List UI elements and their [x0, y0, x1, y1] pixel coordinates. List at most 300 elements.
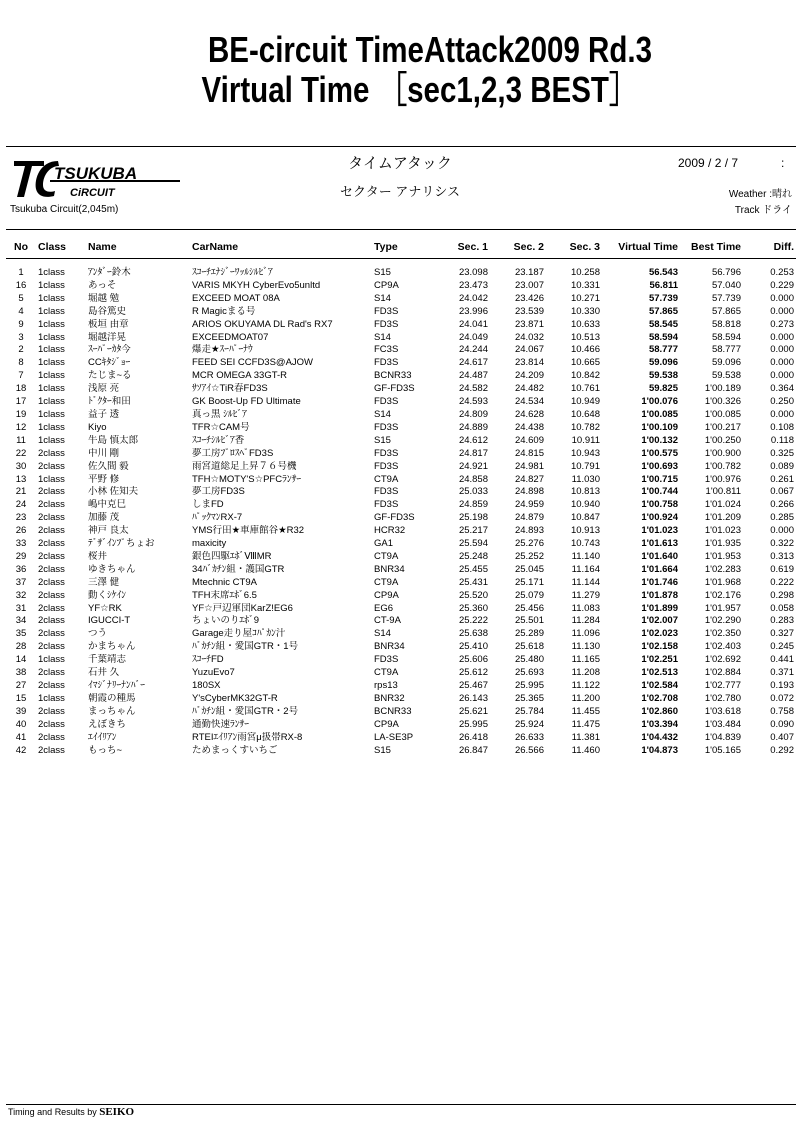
- cell-virtual-time: 1'01.613: [641, 538, 678, 550]
- cell-best-time: 1'03.484: [704, 718, 741, 730]
- cell-virtual-time: 56.811: [649, 279, 678, 291]
- cell-type: FD3S: [374, 486, 399, 498]
- cell-class: 2class: [38, 576, 65, 588]
- cell-sec3: 11.460: [571, 744, 600, 756]
- cell-carname: Garage走り屋ｺﾊﾟｶﾝ汁: [192, 628, 286, 640]
- table-row: [6, 370, 796, 383]
- table-row: [6, 577, 796, 590]
- cell-diff: 0.090: [770, 718, 794, 730]
- cell-virtual-time: 1'00.715: [641, 473, 678, 485]
- cell-name: 神戸 良太: [88, 525, 129, 537]
- event-date: 2009 / 2 / 7: [678, 156, 739, 170]
- cell-name: 嶋中克巳: [88, 499, 127, 511]
- cell-no: 38: [15, 667, 27, 679]
- logo-text: TSUKUBA: [54, 164, 138, 183]
- table-row: [6, 603, 796, 616]
- table-row: [6, 667, 796, 680]
- cell-name: 中川 剛: [88, 447, 120, 459]
- cell-virtual-time: 59.096: [648, 357, 678, 369]
- cell-class: 2class: [38, 615, 65, 627]
- cell-sec3: 11.144: [571, 576, 600, 588]
- cell-no: 15: [15, 692, 27, 704]
- table-row: [6, 719, 796, 732]
- cell-virtual-time: 1'00.132: [641, 434, 678, 446]
- cell-name: IGUCCI-T: [88, 615, 131, 627]
- cell-type: FD3S: [374, 447, 399, 459]
- cell-sec2: 25.289: [514, 628, 544, 640]
- cell-virtual-time: 1'02.007: [641, 615, 678, 627]
- cell-class: 1class: [38, 318, 65, 330]
- cell-sec1: 25.198: [458, 512, 488, 524]
- cell-sec2: 24.482: [514, 383, 544, 395]
- cell-diff: 0.261: [770, 473, 794, 485]
- cell-type: BNR34: [374, 563, 405, 575]
- footer-rule: [6, 1104, 796, 1105]
- cell-sec2: 25.693: [514, 667, 544, 679]
- cell-type: GA1: [374, 538, 394, 550]
- cell-virtual-time: 1'02.251: [641, 654, 678, 666]
- table-row: [6, 680, 796, 693]
- cell-sec3: 11.381: [571, 731, 600, 743]
- cell-sec3: 10.847: [570, 512, 600, 524]
- cell-sec1: 25.520: [458, 589, 488, 601]
- cell-best-time: 1'01.209: [704, 512, 741, 524]
- cell-sec1: 25.360: [458, 602, 488, 614]
- cell-sec1: 24.617: [458, 357, 488, 369]
- cell-virtual-time: 1'01.746: [641, 576, 678, 588]
- cell-sec2: 25.276: [514, 538, 544, 550]
- cell-no: 26: [15, 525, 27, 537]
- cell-type: FD3S: [374, 305, 399, 317]
- cell-best-time: 1'03.618: [704, 705, 741, 717]
- cell-class: 2class: [38, 589, 65, 601]
- cell-virtual-time: 1'02.708: [641, 692, 678, 704]
- cell-sec2: 24.609: [514, 434, 544, 446]
- cell-diff: 0.407: [770, 731, 794, 743]
- cell-virtual-time: 1'01.899: [641, 602, 678, 614]
- cell-best-time: 1'01.957: [704, 602, 741, 614]
- cell-sec2: 23.426: [514, 292, 544, 304]
- cell-type: FC3S: [374, 344, 399, 356]
- cell-virtual-time: 1'02.023: [641, 628, 678, 640]
- cell-type: S14: [374, 408, 391, 420]
- cell-no: 7: [18, 370, 24, 382]
- cell-sec3: 11.122: [571, 680, 600, 691]
- cell-sec2: 25.995: [514, 680, 544, 691]
- cell-sec1: 24.049: [458, 331, 488, 343]
- table-row: [6, 461, 796, 474]
- cell-sec3: 10.940: [570, 499, 600, 511]
- cell-no: 24: [15, 499, 27, 511]
- cell-type: LA-SE3P: [374, 731, 414, 743]
- cell-sec2: 25.045: [514, 563, 544, 575]
- cell-carname: FEED SEI CCFD3S@AJOW: [192, 357, 314, 369]
- cell-best-time: 1'02.780: [704, 692, 741, 704]
- cell-class: 1class: [38, 692, 65, 704]
- cell-virtual-time: 1'03.394: [641, 718, 678, 730]
- cell-sec1: 25.455: [458, 563, 488, 575]
- cell-type: CT9A: [374, 550, 399, 562]
- cell-diff: 0.067: [770, 486, 794, 498]
- cell-diff: 0.266: [770, 499, 794, 511]
- cell-sec3: 11.096: [571, 628, 600, 640]
- cell-best-time: 57.739: [711, 292, 741, 304]
- cell-sec3: 11.208: [571, 667, 600, 679]
- table-row: [6, 732, 796, 745]
- cell-virtual-time: 1'00.693: [641, 460, 678, 472]
- cell-diff: 0.000: [770, 357, 794, 369]
- cell-type: S15: [374, 267, 391, 278]
- cell-type: EG6: [374, 602, 394, 614]
- cell-best-time: 1'05.165: [704, 744, 741, 756]
- cell-no: 16: [15, 279, 27, 291]
- cell-best-time: 1'00.900: [704, 447, 741, 459]
- cell-sec3: 10.911: [571, 434, 600, 446]
- seiko-logo: SEIKO: [99, 1106, 135, 1118]
- cell-virtual-time: 1'00.085: [641, 408, 678, 420]
- col-type: Type: [372, 236, 442, 259]
- cell-name: 石井 久: [88, 667, 120, 679]
- cell-type: GF-FD3S: [374, 512, 415, 524]
- cell-sec3: 10.513: [570, 331, 600, 343]
- cell-diff: 0.089: [770, 460, 794, 472]
- cell-name: ｽｰﾊﾟｰｶﾀ今: [88, 344, 131, 356]
- cell-diff: 0.000: [770, 292, 794, 304]
- table-row: [6, 693, 796, 706]
- cell-carname: ｽｺｰﾁｼﾙﾋﾞｱ香: [192, 434, 245, 446]
- cell-class: 2class: [38, 667, 65, 679]
- cell-sec1: 25.248: [458, 550, 488, 562]
- cell-class: 1class: [38, 344, 65, 356]
- cell-class: 2class: [38, 525, 65, 537]
- time-separator: :: [781, 156, 785, 170]
- table-row: [6, 435, 796, 448]
- cell-sec1: 25.594: [458, 538, 488, 550]
- footer-text: Timing and Results by: [8, 1107, 100, 1117]
- cell-carname: 180SX: [192, 680, 221, 691]
- cell-best-time: 59.096: [711, 357, 741, 369]
- cell-name: まっちゃん: [88, 705, 136, 717]
- page-title: BE-circuit TimeAttack2009 Rd.3: [207, 29, 653, 70]
- cell-best-time: 1'01.024: [704, 499, 741, 511]
- cell-virtual-time: 1'00.575: [641, 447, 678, 459]
- cell-type: HCR32: [374, 525, 406, 537]
- col-virtual-time: Virtual Time: [602, 236, 680, 259]
- cell-best-time: 1'04.839: [704, 731, 741, 743]
- cell-sec2: 23.814: [514, 357, 544, 369]
- cell-diff: 0.000: [770, 408, 794, 420]
- cell-no: 2: [18, 344, 24, 356]
- cell-sec3: 10.271: [570, 292, 600, 304]
- cell-name: あっそ: [88, 279, 117, 291]
- cell-diff: 0.250: [770, 396, 794, 408]
- cell-diff: 0.285: [770, 512, 794, 524]
- table-row: [6, 259, 796, 280]
- footer: [8, 1106, 134, 1118]
- cell-sec3: 11.164: [571, 563, 600, 575]
- cell-class: 2class: [38, 499, 65, 511]
- cell-diff: 0.292: [770, 744, 794, 756]
- cell-no: 3: [18, 331, 24, 343]
- cell-no: 39: [15, 705, 27, 717]
- cell-sec1: 25.410: [458, 641, 488, 653]
- table-row: [6, 538, 796, 551]
- cell-class: 1class: [38, 408, 65, 420]
- cell-sec3: 10.331: [570, 279, 600, 291]
- cell-name: 佐久間 毅: [88, 460, 129, 472]
- circuit-name: Tsukuba Circuit(2,045m): [10, 204, 119, 215]
- cell-sec2: 23.539: [514, 305, 544, 317]
- cell-sec2: 24.893: [514, 525, 544, 537]
- cell-best-time: 1'00.085: [704, 408, 741, 420]
- cell-name: かまちゃん: [88, 641, 136, 653]
- cell-carname: R Magicまる号: [192, 305, 256, 317]
- col-sec2: Sec. 2: [490, 236, 546, 259]
- cell-no: 4: [18, 305, 24, 317]
- cell-sec1: 25.612: [458, 667, 488, 679]
- cell-carname: TFH末席ｴﾎﾞ6.5: [192, 589, 257, 601]
- cell-sec2: 23.871: [514, 318, 544, 330]
- table-row: [6, 615, 796, 628]
- cell-best-time: 1'00.782: [704, 460, 741, 472]
- cell-no: 9: [18, 318, 24, 330]
- cell-no: 8: [18, 357, 24, 369]
- cell-sec3: 10.330: [570, 305, 600, 317]
- table-row: [6, 383, 796, 396]
- cell-sec1: 25.606: [458, 654, 488, 666]
- cell-sec2: 24.898: [514, 486, 544, 498]
- col-sec1: Sec. 1: [442, 236, 490, 259]
- cell-sec3: 11.455: [571, 705, 600, 717]
- cell-sec3: 10.782: [570, 421, 600, 433]
- cell-sec3: 11.140: [571, 550, 600, 562]
- cell-name: 小林 佐知夫: [88, 486, 139, 498]
- cell-sec3: 11.165: [571, 654, 600, 666]
- cell-sec2: 25.456: [514, 602, 544, 614]
- cell-diff: 0.000: [770, 525, 794, 537]
- cell-class: 1class: [38, 267, 65, 278]
- cell-sec1: 24.858: [458, 473, 488, 485]
- cell-class: 2class: [38, 705, 65, 717]
- cell-best-time: 56.796: [711, 267, 741, 278]
- cell-name: 益子 透: [88, 408, 120, 420]
- cell-type: BNR32: [374, 692, 405, 704]
- cell-sec2: 24.534: [514, 396, 544, 408]
- cell-no: 11: [16, 434, 26, 446]
- cell-best-time: 1'00.326: [704, 396, 741, 408]
- cell-sec1: 26.847: [458, 744, 488, 756]
- cell-carname: TFH☆MOTY'S☆PFCﾗﾝｻｰ: [192, 473, 302, 485]
- cell-class: 2class: [38, 602, 65, 614]
- cell-best-time: 59.538: [711, 370, 741, 382]
- cell-diff: 0.322: [770, 538, 794, 550]
- header-rule-bottom: [6, 229, 796, 230]
- cell-name: 平野 修: [88, 473, 120, 485]
- cell-name: 堀越洋晃: [88, 331, 127, 343]
- cell-sec1: 24.809: [458, 408, 488, 420]
- cell-diff: 0.283: [770, 615, 794, 627]
- table-row: [6, 551, 796, 564]
- cell-diff: 0.193: [770, 680, 794, 691]
- cell-sec3: 10.913: [570, 525, 600, 537]
- cell-type: CT9A: [374, 473, 399, 485]
- cell-sec1: 24.582: [458, 383, 488, 395]
- cell-name: たじま~る: [88, 370, 132, 382]
- cell-name: 牛島 慎太郎: [88, 434, 139, 446]
- cell-name: ﾃﾞｻﾞｲﾝﾌﾟちょお: [88, 538, 155, 550]
- table-row: [6, 486, 796, 499]
- table-row: [6, 344, 796, 357]
- cell-sec1: 24.612: [458, 434, 488, 446]
- cell-virtual-time: 59.538: [648, 370, 678, 382]
- cell-type: BCNR33: [374, 370, 412, 382]
- cell-name: ｴｲｲﾘｱﾝ: [88, 731, 117, 743]
- cell-virtual-time: 57.739: [648, 292, 678, 304]
- table-row: [6, 396, 796, 409]
- cell-type: CP9A: [374, 589, 399, 601]
- cell-carname: 夢工房FD3S: [192, 486, 245, 498]
- cell-sec3: 11.284: [571, 615, 600, 627]
- cell-sec3: 11.130: [571, 641, 600, 653]
- cell-type: FD3S: [374, 654, 399, 666]
- cell-diff: 0.000: [770, 370, 794, 382]
- cell-carname: EXCEEDMOAT07: [192, 331, 269, 343]
- cell-sec1: 24.244: [458, 344, 488, 356]
- cell-sec2: 25.501: [514, 615, 544, 627]
- cell-sec2: 24.628: [514, 408, 544, 420]
- cell-best-time: 57.865: [711, 305, 741, 317]
- session-subtitle: セクター アナリシス: [340, 184, 460, 199]
- cell-name: ﾄﾞｸﾀｰ和田: [88, 396, 131, 408]
- table-row: [6, 409, 796, 422]
- cell-sec1: 24.593: [458, 396, 488, 408]
- cell-carname: TFR☆CAM号: [192, 421, 250, 433]
- cell-no: 28: [15, 641, 27, 653]
- cell-diff: 0.371: [770, 667, 794, 679]
- cell-sec2: 24.438: [514, 421, 544, 433]
- cell-class: 2class: [38, 628, 65, 640]
- cell-sec2: 23.007: [514, 279, 544, 291]
- cell-best-time: 1'02.350: [704, 628, 741, 640]
- cell-virtual-time: 58.594: [648, 331, 678, 343]
- cell-class: 1class: [38, 654, 65, 666]
- table-row: [6, 706, 796, 719]
- cell-sec1: 24.817: [458, 447, 488, 459]
- cell-class: 1class: [38, 357, 65, 369]
- cell-best-time: 1'02.403: [704, 641, 741, 653]
- cell-carname: ためまっくすいちご: [192, 744, 278, 756]
- cell-best-time: 1'01.953: [704, 550, 741, 562]
- cell-sec2: 25.365: [514, 692, 544, 704]
- cell-carname: ARIOS OKUYAMA DL Rad's RX7: [192, 318, 333, 330]
- cell-best-time: 1'02.692: [704, 654, 741, 666]
- cell-best-time: 58.818: [711, 318, 741, 330]
- cell-class: 2class: [38, 744, 65, 756]
- cell-sec3: 10.842: [570, 370, 600, 382]
- cell-virtual-time: 1'02.513: [641, 667, 678, 679]
- table-row: [6, 293, 796, 306]
- cell-name: 動くｼｹｲﾝ: [88, 589, 127, 601]
- cell-class: 2class: [38, 538, 65, 550]
- cell-carname: MCR OMEGA 33GT-R: [192, 370, 288, 382]
- cell-sec3: 10.633: [570, 318, 600, 330]
- cell-virtual-time: 1'00.076: [641, 396, 678, 408]
- cell-no: 1: [18, 267, 24, 278]
- cell-no: 33: [15, 538, 27, 550]
- cell-carname: maxicity: [192, 538, 227, 550]
- cell-virtual-time: 1'04.873: [641, 744, 678, 756]
- table-row: [6, 319, 796, 332]
- cell-sec3: 10.665: [570, 357, 600, 369]
- results-table: [6, 236, 796, 757]
- cell-sec1: 23.996: [458, 305, 488, 317]
- table-row: [6, 422, 796, 435]
- cell-sec2: 24.879: [514, 512, 544, 524]
- cell-class: 1class: [38, 370, 65, 382]
- cell-type: CP9A: [374, 279, 399, 291]
- cell-type: GF-FD3S: [374, 383, 415, 395]
- cell-carname: ﾊﾞｶﾁﾝ組・愛国GTR・1号: [192, 641, 299, 653]
- session-title: タイムアタック: [348, 155, 452, 172]
- cell-carname: ちょいのりｴﾎﾞ9: [192, 615, 260, 627]
- cell-virtual-time: 1'04.432: [641, 731, 678, 743]
- cell-carname: ｽｺｰﾁFD: [192, 654, 224, 666]
- cell-diff: 0.253: [770, 267, 794, 278]
- cell-class: 2class: [38, 486, 65, 498]
- cell-no: 27: [15, 680, 27, 691]
- cell-carname: 銀色四駆ｴﾎﾞⅧMR: [192, 550, 272, 562]
- cell-carname: 34ﾊﾞｶﾁﾝ組・護国GTR: [192, 563, 285, 575]
- cell-carname: RTEIｴｲﾘｱﾝ雨宮μ扱帯RX-8: [192, 731, 303, 743]
- cell-class: 2class: [38, 718, 65, 730]
- cell-best-time: 1'01.023: [704, 525, 741, 537]
- cell-class: 1class: [38, 331, 65, 343]
- cell-virtual-time: 58.545: [648, 318, 678, 330]
- cell-virtual-time: 1'01.664: [641, 563, 678, 575]
- tsukuba-circuit-logo: [10, 155, 190, 200]
- cell-virtual-time: 56.543: [648, 267, 678, 278]
- table-row: [6, 448, 796, 461]
- cell-class: 2class: [38, 447, 65, 459]
- cell-type: rps13: [374, 680, 398, 691]
- cell-carname: しまFD: [192, 499, 224, 511]
- cell-no: 41: [15, 731, 27, 743]
- table-row: [6, 474, 796, 487]
- cell-virtual-time: 1'02.860: [641, 705, 678, 717]
- cell-no: 13: [15, 473, 27, 485]
- cell-name: 島谷篤史: [88, 305, 127, 317]
- cell-virtual-time: 1'00.758: [641, 499, 678, 511]
- cell-name: 堀越 勉: [88, 292, 120, 304]
- cell-sec3: 10.943: [570, 447, 600, 459]
- cell-type: FD3S: [374, 421, 399, 433]
- cell-type: BCNR33: [374, 705, 412, 717]
- cell-best-time: 57.040: [711, 279, 741, 291]
- cell-virtual-time: 1'00.744: [641, 486, 678, 498]
- cell-type: FD3S: [374, 357, 399, 369]
- cell-diff: 0.298: [770, 589, 794, 601]
- cell-type: FD3S: [374, 396, 399, 408]
- cell-carname: EXCEED MOAT 08A: [192, 292, 280, 304]
- cell-name: Kiyo: [88, 421, 107, 433]
- cell-no: 34: [15, 615, 27, 627]
- cell-diff: 0.313: [770, 550, 794, 562]
- table-header-row: [6, 236, 796, 259]
- cell-carname: Mtechnic CT9A: [192, 576, 257, 588]
- cell-type: CT9A: [374, 667, 399, 679]
- cell-sec2: 24.032: [514, 331, 544, 343]
- cell-sec3: 11.475: [571, 718, 600, 730]
